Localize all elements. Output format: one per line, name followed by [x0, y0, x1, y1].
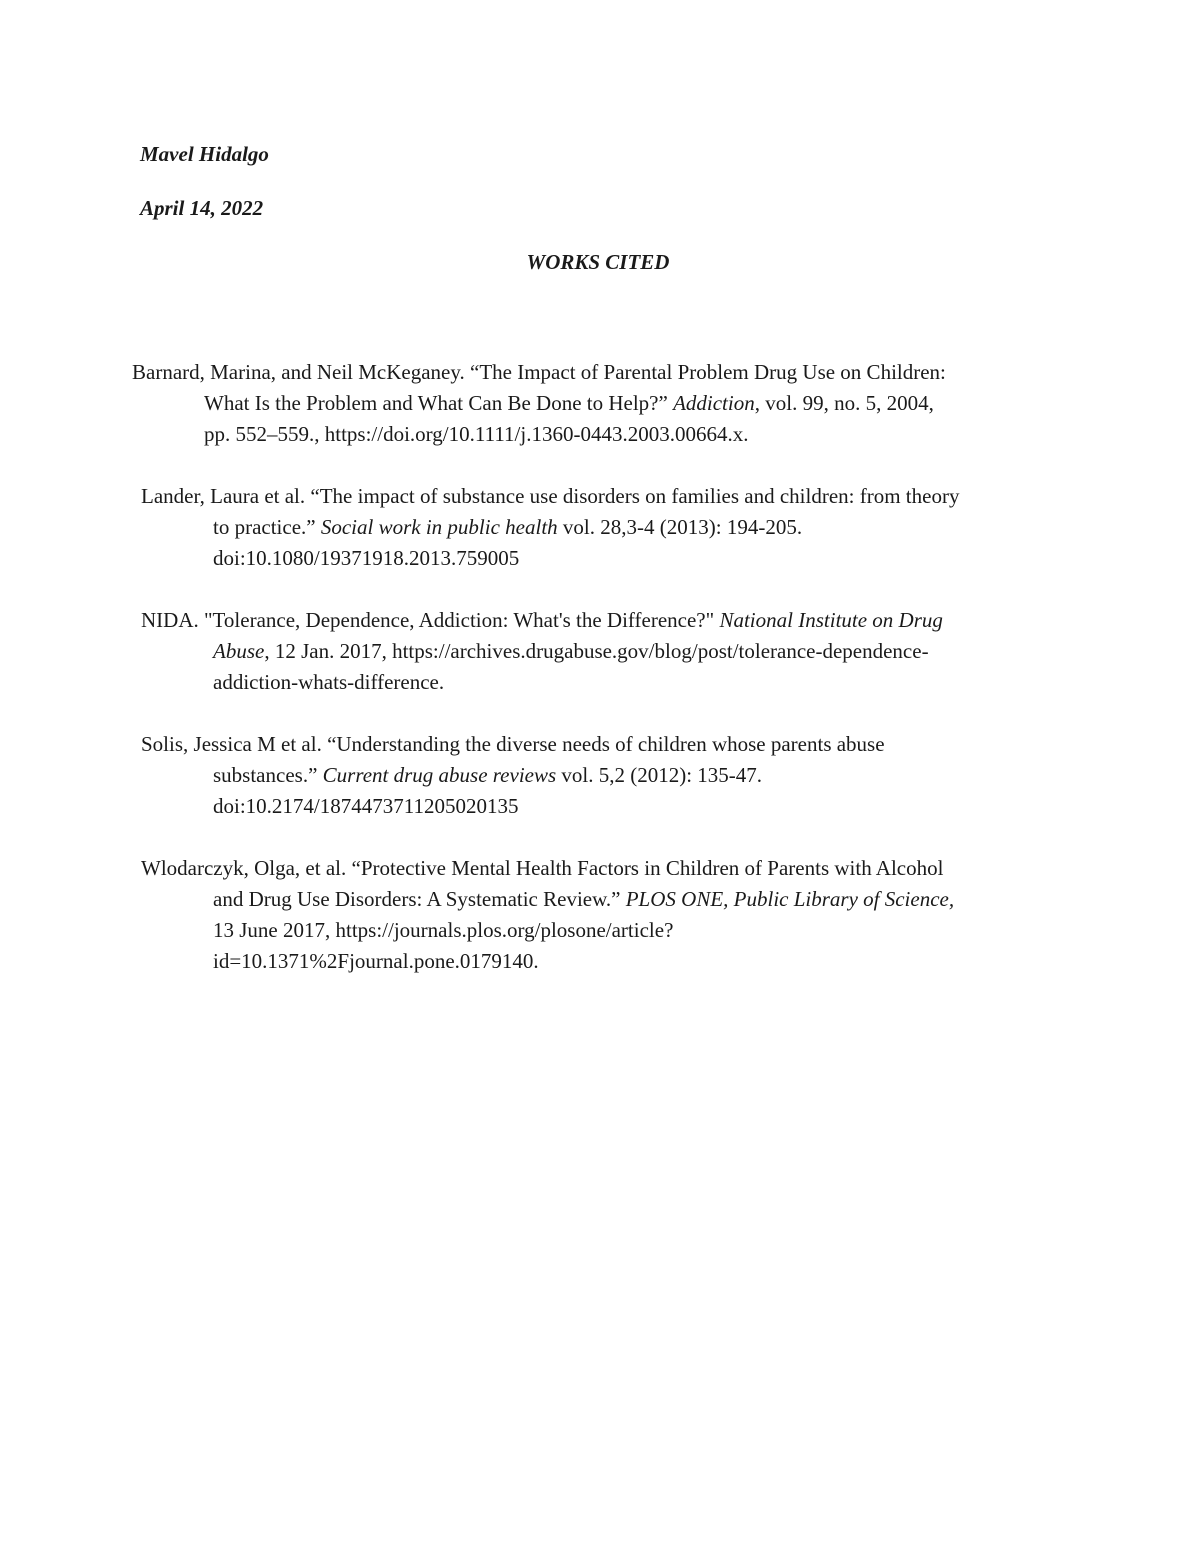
citation-text: NIDA. "Tolerance, Dependence, Addiction: What's the Difference?"	[141, 608, 720, 632]
citation-text: , vol. 99, no. 5, 2004,	[754, 391, 934, 415]
author-name: Mavel Hidalgo	[140, 142, 269, 166]
citation-line: 13 June 2017, https://journals.plos.org/plosone/article?	[213, 918, 674, 942]
citation-source-title: Current drug abuse reviews	[322, 763, 557, 787]
citation-line	[213, 512, 1148, 543]
citation-source-title: National Institute on Drug	[719, 608, 943, 632]
citation-text: What Is the Problem and What Can Be Done to Help?”	[204, 391, 674, 415]
citation-line: pp. 552–559., https://doi.org/10.1111/j.1360-0443.2003.00664.x.	[204, 422, 749, 446]
citation-entry-barnard	[132, 357, 1139, 450]
citation-source-title: PLOS ONE, Public Library of Science,	[625, 887, 955, 911]
citation-text: vol. 28,3-4 (2013): 194-205.	[557, 515, 803, 539]
citation-text: to practice.”	[213, 515, 321, 539]
citation-list	[0, 357, 1200, 1008]
citation-line: id=10.1371%2Fjournal.pone.0179140.	[213, 949, 539, 973]
citation-line	[141, 605, 1148, 636]
citation-entry-solis	[141, 729, 1148, 822]
citation-line: doi:10.1080/19371918.2013.759005	[213, 546, 520, 570]
citation-line	[213, 884, 1148, 915]
citation-line	[204, 388, 1139, 419]
citation-entry-lander	[141, 481, 1148, 574]
citation-entry-nida	[141, 605, 1148, 698]
citation-text: and Drug Use Disorders: A Systematic Review.”	[213, 887, 626, 911]
citation-line: Wlodarczyk, Olga, et al. “Protective Mental Health Factors in Children of Parents with Alcohol	[141, 856, 944, 880]
citation-text: substances.”	[213, 763, 323, 787]
citation-line: addiction-whats-difference.	[213, 670, 445, 694]
citation-line: doi:10.2174/1874473711205020135	[213, 794, 519, 818]
citation-text: , 12 Jan. 2017, https://archives.drugabuse.gov/blog/post/tolerance-dependence-	[264, 639, 929, 663]
citation-line	[213, 636, 1148, 667]
citation-source-title: Addiction	[673, 391, 755, 415]
citation-line: Barnard, Marina, and Neil McKeganey. “The Impact of Parental Problem Drug Use on Children:	[132, 360, 946, 384]
citation-entry-wlodarczyk	[141, 853, 1148, 977]
citation-text: vol. 5,2 (2012): 135-47.	[556, 763, 763, 787]
citation-line: Lander, Laura et al. “The impact of substance use disorders on families and children: from theory	[141, 484, 960, 508]
page-title: WORKS CITED	[526, 250, 670, 274]
citation-line	[213, 760, 1148, 791]
citation-source-title: Abuse	[213, 639, 265, 663]
citation-line: Solis, Jessica M et al. “Understanding the diverse needs of children whose parents abuse	[141, 732, 885, 756]
document-date: April 14, 2022	[140, 196, 264, 220]
citation-source-title: Social work in public health	[320, 515, 558, 539]
